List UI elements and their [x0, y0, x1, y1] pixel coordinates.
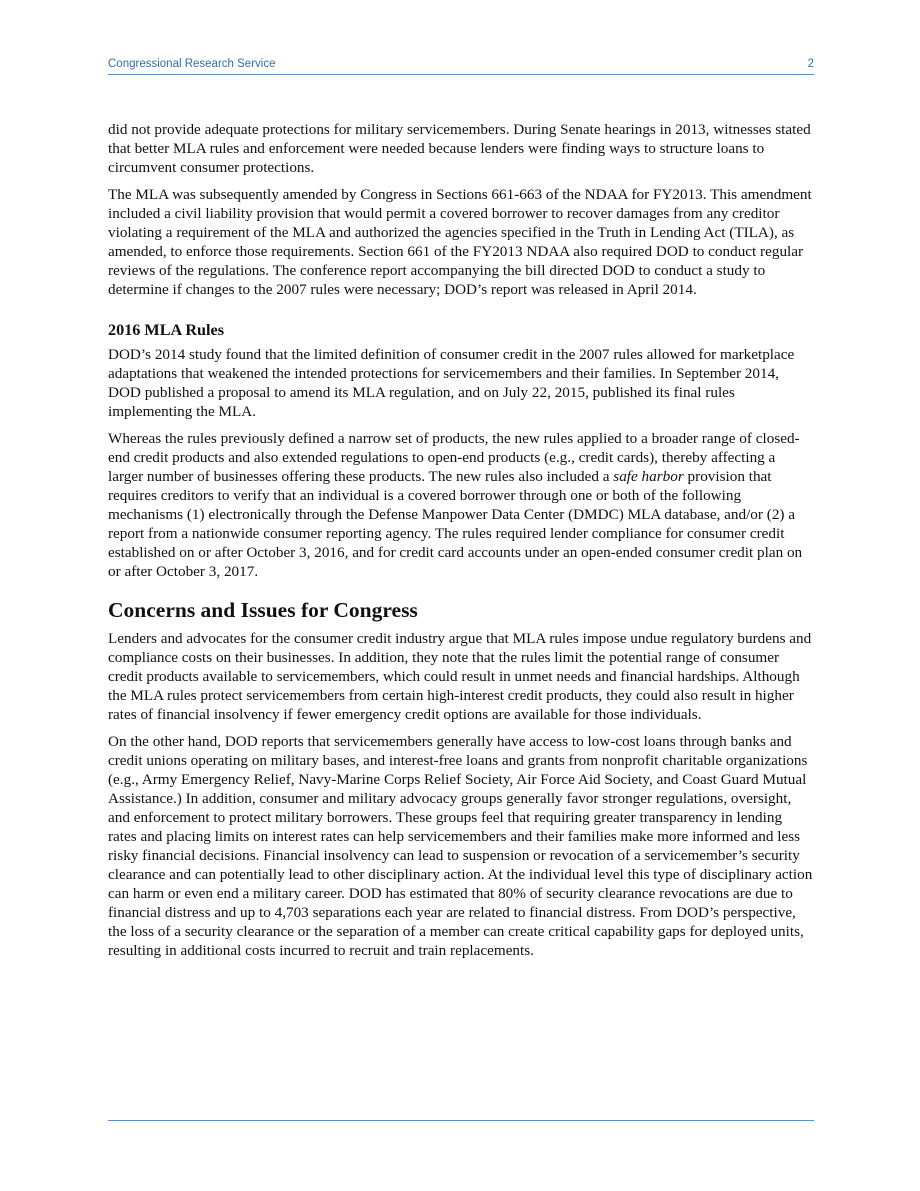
safe-harbor-term: safe harbor: [613, 468, 684, 485]
section-heading-mla-rules: 2016 MLA Rules: [108, 321, 225, 339]
page-header: [108, 58, 814, 75]
body-paragraph-safe-harbor: [108, 429, 814, 581]
body-paragraph: The MLA was subsequently amended by Congress in Sections 661-663 of the NDAA for FY2013. This amendment included a civil liability provision that would permit a covered borrower to recover damages from any creditor violating a requirement of the MLA and authorized the agencies specified in the Truth in Lending Act (TILA), as amended, to enforce those requirements. Section 661 of the FY2013 NDAA also required DOD to conduct regular reviews of the regulations. The conference report accompanying the bill directed DOD to conduct a study to determine if changes to the 2007 rules were necessary; DOD’s report was released in April 2014.: [108, 186, 812, 298]
text-run: Whereas the rules previously defined a narrow set of products, the new rules applied to a broader range of closed-end credit products and also extended regulations to open-end products (e.g., credit cards), thereby affecting a larger number of businesses offering these products. The new rules also included a: [108, 430, 800, 485]
document-body: [108, 120, 814, 968]
page-number: 2: [807, 58, 814, 70]
body-paragraph: DOD’s 2014 study found that the limited definition of consumer credit in the 2007 rules allowed for marketplace adaptations that weakened the intended protections for servicemembers and their families. In September 2014, DOD published a proposal to amend its MLA regulation, and on July 22, 2015, published its final rules implementing the MLA.: [108, 346, 795, 420]
section-heading-concerns: Concerns and Issues for Congress: [108, 598, 418, 622]
body-paragraph: did not provide adequate protections for military servicemembers. During Senate hearings in 2013, witnesses stated that better MLA rules and enforcement were needed because lenders were finding ways to structure loans to circumvent consumer protections.: [108, 121, 811, 176]
body-paragraph: On the other hand, DOD reports that servicemembers generally have access to low-cost loans through banks and credit unions operating on military bases, and interest-free loans and grants from nonprofit charitable organizations (e.g., Army Emergency Relief, Navy-Marine Corps Relief Society, Air Force Aid Society, and Coast Guard Mutual Assistance.) In addition, consumer and military advocacy groups generally favor stronger regulations, oversight, and enforcement to protect military borrowers. These groups feel that requiring greater transparency in lending rates and placing limits on interest rates can help servicemembers and their families make more informed and less risky financial decisions. Financial insolvency can lead to suspension or revocation of a servicemember’s security clearance and can potentially lead to other disciplinary action. At the individual level this type of disciplinary action can harm or even end a military career. DOD has estimated that 80% of security clearance revocations are due to financial distress and up to 4,703 separations each year are related to financial distress. From DOD’s perspective, the loss of a security clearance or the separation of a member can create critical capability gaps for deployed units, resulting in additional costs incurred to recruit and train replacements.: [108, 733, 813, 959]
text-run: provision that requires creditors to verify that an individual is a covered borrower through one or both of the following mechanisms (1) electronically through the Defense Manpower Data Center (DMDC) MLA database, and/or (2) a report from a nationwide consumer reporting agency. The rules required lender compliance for consumer credit established on or after October 3, 2016, and for credit card accounts under an open-ended consumer credit plan on or after October 3, 2017.: [108, 468, 803, 580]
header-organization: Congressional Research Service: [108, 58, 276, 70]
body-paragraph: Lenders and advocates for the consumer credit industry argue that MLA rules impose undue regulatory burdens and compliance costs on their businesses. In addition, they note that the rules limit the potential range of consumer credit products available to servicemembers, which could result in unmet needs and financial hardships. Although the MLA rules protect servicemembers from certain high-interest credit products, they could also result in higher rates of financial insolvency if fewer emergency credit options are available for those individuals.: [108, 630, 812, 723]
footer-rule: [108, 1120, 814, 1121]
